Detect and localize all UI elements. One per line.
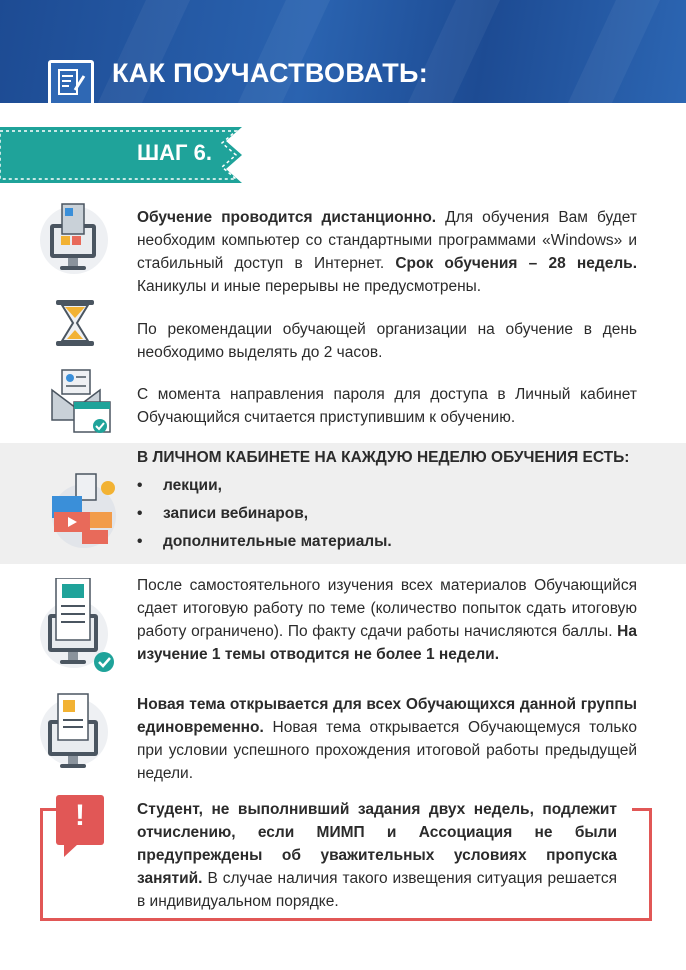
weekly-content-list	[137, 474, 392, 558]
new-topic-text: Новая тема открывается Обучающемуся только при условии успешного прохождения итоговой работы предыдущей недели.	[137, 719, 637, 782]
computer-check-icon	[38, 578, 108, 648]
warning-bold: Студент, не выполнивший задания двух недель, подлежит отчислению, если МИМП и Ассоциация не были предупреждены об уважительных условиях пропуска занятий.	[137, 801, 617, 887]
computer-document-icon	[38, 690, 108, 760]
exclamation-icon	[56, 795, 104, 845]
warning-text: В случае наличия такого извещения ситуация решается в индивидуальном порядке.	[137, 870, 617, 910]
block-account-access	[137, 383, 637, 429]
holidays-text: Каникулы и иные перерывы не предусмотрены.	[137, 278, 482, 295]
daily-hours-text: По рекомендации обучающей организации на обучение в день необходимо выделять до 2 часов.	[137, 321, 637, 361]
email-calendar-icon	[50, 368, 120, 438]
list-item: • записи вебинаров,	[137, 502, 392, 530]
block-daily-hours	[137, 318, 637, 364]
block-final-work	[137, 574, 637, 666]
band-title: В ЛИЧНОМ КАБИНЕТЕ НА КАЖДУЮ НЕДЕЛЮ ОБУЧЕНИЯ ЕСТЬ:	[137, 449, 630, 466]
clipboard-icon	[48, 60, 94, 106]
final-work-text: После самостоятельного изучения всех материалов Обучающийся сдает итоговую работу по теме (количество попыток сдать итоговую работу ограничено). По факту сдачи работы начисляются баллы.	[137, 577, 637, 640]
step-label: ШАГ 6.	[137, 140, 212, 165]
warning-text-block	[137, 798, 617, 913]
new-topic-bold: Новая тема открывается для всех Обучающихся данной группы единовременно.	[137, 696, 637, 736]
header-stripe	[550, 0, 671, 103]
distance-learning-bold: Обучение проводится дистанционно.	[137, 209, 437, 226]
hourglass-icon	[50, 298, 120, 368]
distance-learning-text: Для обучения Вам будет необходим компьютер со стандартными программами «Windows» и стабильный доступ в Интернет.	[137, 209, 638, 272]
block-distance-learning	[137, 206, 637, 298]
computer-abc-icon	[38, 200, 108, 270]
account-access-text: С момента направления пароля для доступа в Личный кабинет Обучающийся считается приступившим к обучению.	[137, 386, 637, 426]
topic-duration-bold: На изучение 1 темы отводится не более 1 недели.	[137, 623, 637, 663]
list-item: • лекции,	[137, 474, 392, 502]
page-title: КАК ПОУЧАСТВОВАТЬ:	[112, 58, 429, 88]
list-item: • дополнительные материалы.	[137, 530, 392, 558]
exclamation-mark: !	[75, 799, 85, 832]
warning-frame-top	[632, 808, 652, 811]
duration-bold: Срок обучения – 28 недель.	[395, 255, 637, 272]
learning-materials-icon	[46, 472, 116, 542]
block-new-topic	[137, 693, 637, 785]
